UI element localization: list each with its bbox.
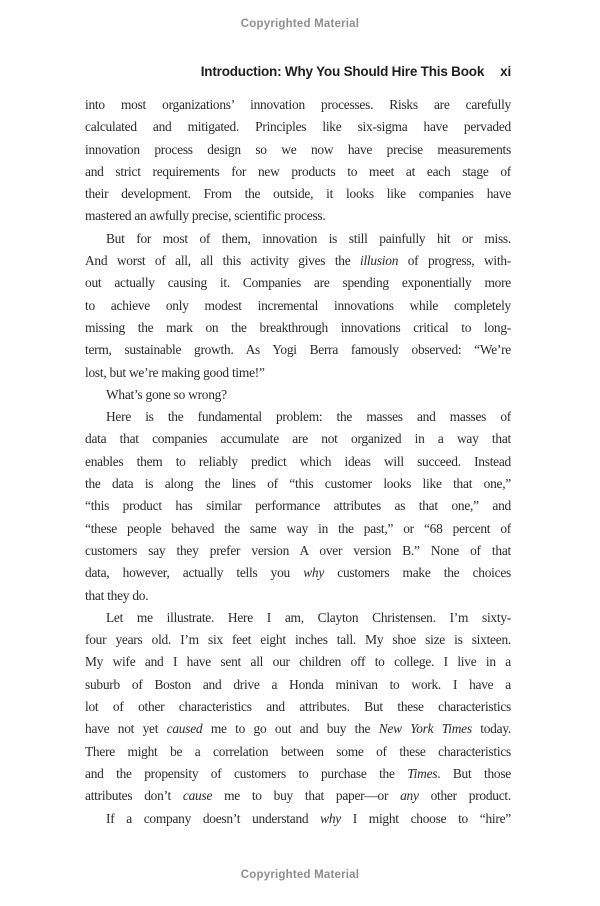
text-line	[85, 205, 511, 227]
italic-text: why	[303, 565, 325, 581]
text-line	[85, 518, 511, 540]
text-segment: term, sustainable growth. As Yogi Berra famously observed: “We’re	[85, 342, 511, 358]
text-segment: mastered an awfully precise, scientific process.	[85, 208, 326, 224]
text-line	[85, 741, 511, 763]
italic-text: illusion	[359, 253, 399, 269]
text-segment: calculated and mitigated. Principles like six-sigma have pervaded	[85, 119, 511, 135]
text-segment: “these people behaved the same way in the past,” or “68 percent of	[85, 520, 511, 536]
text-segment: and the propensity of customers to purchase the	[85, 765, 408, 781]
text-line	[85, 295, 511, 317]
italic-text: caused	[166, 721, 203, 737]
text-line	[85, 607, 511, 629]
text-segment: I might choose to “hire”	[340, 810, 511, 826]
text-line	[85, 428, 511, 450]
text-segment: data, however, actually tells you	[85, 565, 304, 581]
body-text	[85, 94, 511, 830]
text-line	[85, 451, 511, 473]
text-segment: of progress, with-	[398, 253, 511, 269]
text-line	[85, 718, 511, 740]
text-segment: Here is the fundamental problem: the masses and masses of	[106, 409, 511, 425]
text-segment: customers make the choices	[324, 565, 511, 581]
text-line	[85, 183, 511, 205]
text-segment: “this product has similar performance attributes as that one,” and	[85, 498, 511, 514]
text-segment: What’s gone so wrong?	[106, 386, 227, 402]
text-segment: other product.	[418, 788, 511, 804]
text-segment: to achieve only modest incremental innovations while completely	[85, 297, 511, 313]
text-segment: My wife and I have sent all our children off to college. I live in a	[85, 654, 511, 670]
text-line	[85, 228, 511, 250]
text-segment: If a company doesn’t understand	[106, 810, 321, 826]
text-segment: me to buy that paper—or	[212, 788, 401, 804]
text-segment: But for most of them, innovation is still painfully hit or miss.	[106, 230, 511, 246]
text-line	[85, 785, 511, 807]
text-segment: me to go out and buy the	[202, 721, 379, 737]
text-segment: customers say they prefer version A over version B.” None of that	[85, 542, 511, 558]
text-segment: have not yet	[85, 721, 167, 737]
text-segment: innovation process design so we now have precise measurements	[85, 141, 511, 157]
text-segment: attributes don’t	[85, 788, 183, 804]
text-line	[85, 696, 511, 718]
text-line	[85, 473, 511, 495]
text-line	[85, 406, 511, 428]
text-line	[85, 339, 511, 361]
text-segment: today.	[471, 721, 511, 737]
text-line	[85, 250, 511, 272]
text-segment: enables them to reliably predict which ideas will succeed. Instead	[85, 453, 511, 469]
italic-text: why	[320, 810, 341, 826]
text-line	[85, 562, 511, 584]
text-segment: four years old. I’m six feet eight inches tall. My shoe size is sixteen.	[85, 632, 511, 648]
text-line	[85, 94, 511, 116]
text-segment: that they do.	[85, 587, 149, 603]
text-line	[85, 161, 511, 183]
italic-text: New York Times	[378, 721, 472, 737]
running-header	[85, 64, 511, 79]
text-line	[85, 674, 511, 696]
text-segment: and strict requirements for new products to meet at each stage of	[85, 163, 511, 179]
text-line	[85, 116, 511, 138]
text-line	[85, 585, 511, 607]
text-segment: their development. From the outside, it looks like companies have	[85, 186, 511, 202]
text-segment: And worst of all, all this activity gives the	[85, 253, 360, 269]
copyright-notice-top: Copyrighted Material	[240, 18, 360, 30]
text-line	[85, 384, 511, 406]
text-segment: out actually causing it. Companies are spending exponentially more	[85, 275, 511, 291]
text-line	[85, 808, 511, 830]
text-segment: the data is along the lines of “this customer looks like that one,”	[85, 476, 511, 492]
text-line	[85, 272, 511, 294]
text-line	[85, 362, 511, 384]
text-line	[85, 763, 511, 785]
text-segment: missing the mark on the breakthrough innovations critical to long-	[85, 319, 511, 335]
text-line	[85, 139, 511, 161]
text-segment: lot of other characteristics and attributes. But these characteristics	[85, 699, 511, 715]
text-line	[85, 629, 511, 651]
text-segment: into most organizations’ innovation processes. Risks are carefully	[85, 97, 511, 112]
italic-text: Times	[407, 765, 438, 781]
copyright-notice-bottom: Copyrighted Material	[240, 869, 360, 881]
text-segment: There might be a correlation between some of these characteristics	[85, 743, 511, 759]
text-segment: . But those	[437, 765, 511, 781]
text-segment: data that companies accumulate are not organized in a way that	[85, 431, 511, 447]
italic-text: any	[400, 788, 419, 804]
page-number: xi	[500, 64, 511, 79]
text-line	[85, 495, 511, 517]
text-line	[85, 651, 511, 673]
italic-text: cause	[182, 788, 213, 804]
text-segment: lost, but we’re making good time!”	[85, 364, 265, 380]
text-line	[85, 317, 511, 339]
text-segment: suburb of Boston and drive a Honda minivan to work. I have a	[85, 676, 511, 692]
text-line	[85, 540, 511, 562]
running-header-title: Introduction: Why You Should Hire This Book	[200, 64, 485, 79]
text-segment: Let me illustrate. Here I am, Clayton Christensen. I’m sixty-	[106, 609, 511, 625]
